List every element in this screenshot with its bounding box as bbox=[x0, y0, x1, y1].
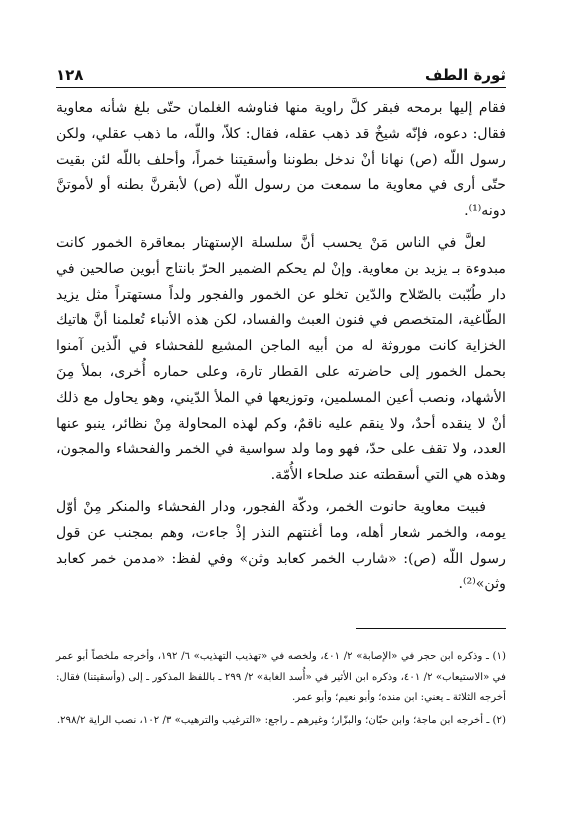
paragraph-continued: فقام إليها برمحه فبقر كلَّ راوية منها فناوشه الغلمان حتّى بلغ شأنه معاوية فقال: دعوه، فإنّه شيخٌ قد ذهب عقله، فقال: كلاّ، واللّه، ما ذهب عقلي، ولكن رسول اللّه (ص) نهانا أنْ ندخل بطوننا وأسقيتنا خمراً، وأحلف باللّه لئن بقيت حتّى أرى في معاوية ما سمعت من رسول اللّه (ص) لأبقرنَّ بطنه أو لأموتنَّ دونه⁽¹⁾. bbox=[56, 100, 506, 220]
footnote-divider bbox=[356, 628, 506, 629]
footnotes bbox=[56, 647, 506, 731]
main-text bbox=[56, 96, 506, 604]
paragraph: لعلَّ في الناس مَنْ يحسب أنَّ سلسلة الإستهتار بمعاقرة الخمور كانت مبدوءة بـ يزيد بن معاوية. وإنْ لم يحكم الضمير الحرّ بانتاج أبوين صالحين في دار طُبّبت بالصّلاح والدّين تخلو عن الخمور والفجور ولداً مستهتراً مثل يزيد الطّاغية، المتخصص في فنون العبث والفساد، لكن هذه الأنباء تُعلمنا أنَّ هاتيك الخزاية كانت موروثة له من أبيه الماجن المشيع للفحشاء في الّذين آمنوا بحمل الخمور إلى حاضرته على القطار تارة، وعلى حماره أُخرى، بملأ مِنَ الأشهاد، ونصب أعين المسلمين، وتوزيعها في الملأ الدّيني، وهو يحاول مع ذلك أنْ لا ينقده أحدٌ، ولا ينقم عليه ناقمٌ، وكم لهذه المحاولة مِنْ نظائر، ينبو عنها العدد، ولا تقف على حدّ، فهو وما ولد سواسية في الخمر والفحشاء والمجون، وهذه هي التي أسقطته عند صلحاء الأُمّة. bbox=[56, 234, 506, 484]
footnote-2: (٢) ـ أخرجه ابن ماجة؛ وابن حبّان؛ والبزّار؛ وغيرهم ـ راجع: «الترغيب والترهيب» ٣/ ١٠٢، نصب الراية ٢٩٨/٢. bbox=[56, 714, 506, 726]
page-header bbox=[56, 58, 506, 88]
running-title: ثورة الطف bbox=[425, 66, 506, 84]
page-number: ١٢٨ bbox=[56, 66, 84, 84]
paragraph: فبيت معاوية حانوت الخمر، ودكّة الفجور، ودار الفحشاء والمنكر مِنْ أوّل يومه، والخمر شعار أهله، وما أغنتهم النذر إذْ جاءت، وهم بمجنب عن قول رسول اللّه (ص): «شارب الخمر كعابد وثن» وفي لفظ: «مدمن خمر كعابد وثن»⁽²⁾. bbox=[56, 498, 506, 593]
footnote-1: (١) ـ وذكره ابن حجر في «الإصابة» ٢/ ٤٠١، ولخصه في «تهذيب التهذيب» ٦/ ١٩٢، وأخرجه ملخصاً أبو عمر في «الاستيعاب» ٢/ ٤٠١، وذكره ابن الأثير في «أُسد الغابة» ٢/ ٢٩٩ ـ باللفظ المذكور ـ إلى (وأسقيتنا) فقال: أخرجه الثلاثة ـ يعني: ابن منده؛ وأبو نعيم؛ وأبو عمر. bbox=[56, 651, 507, 703]
